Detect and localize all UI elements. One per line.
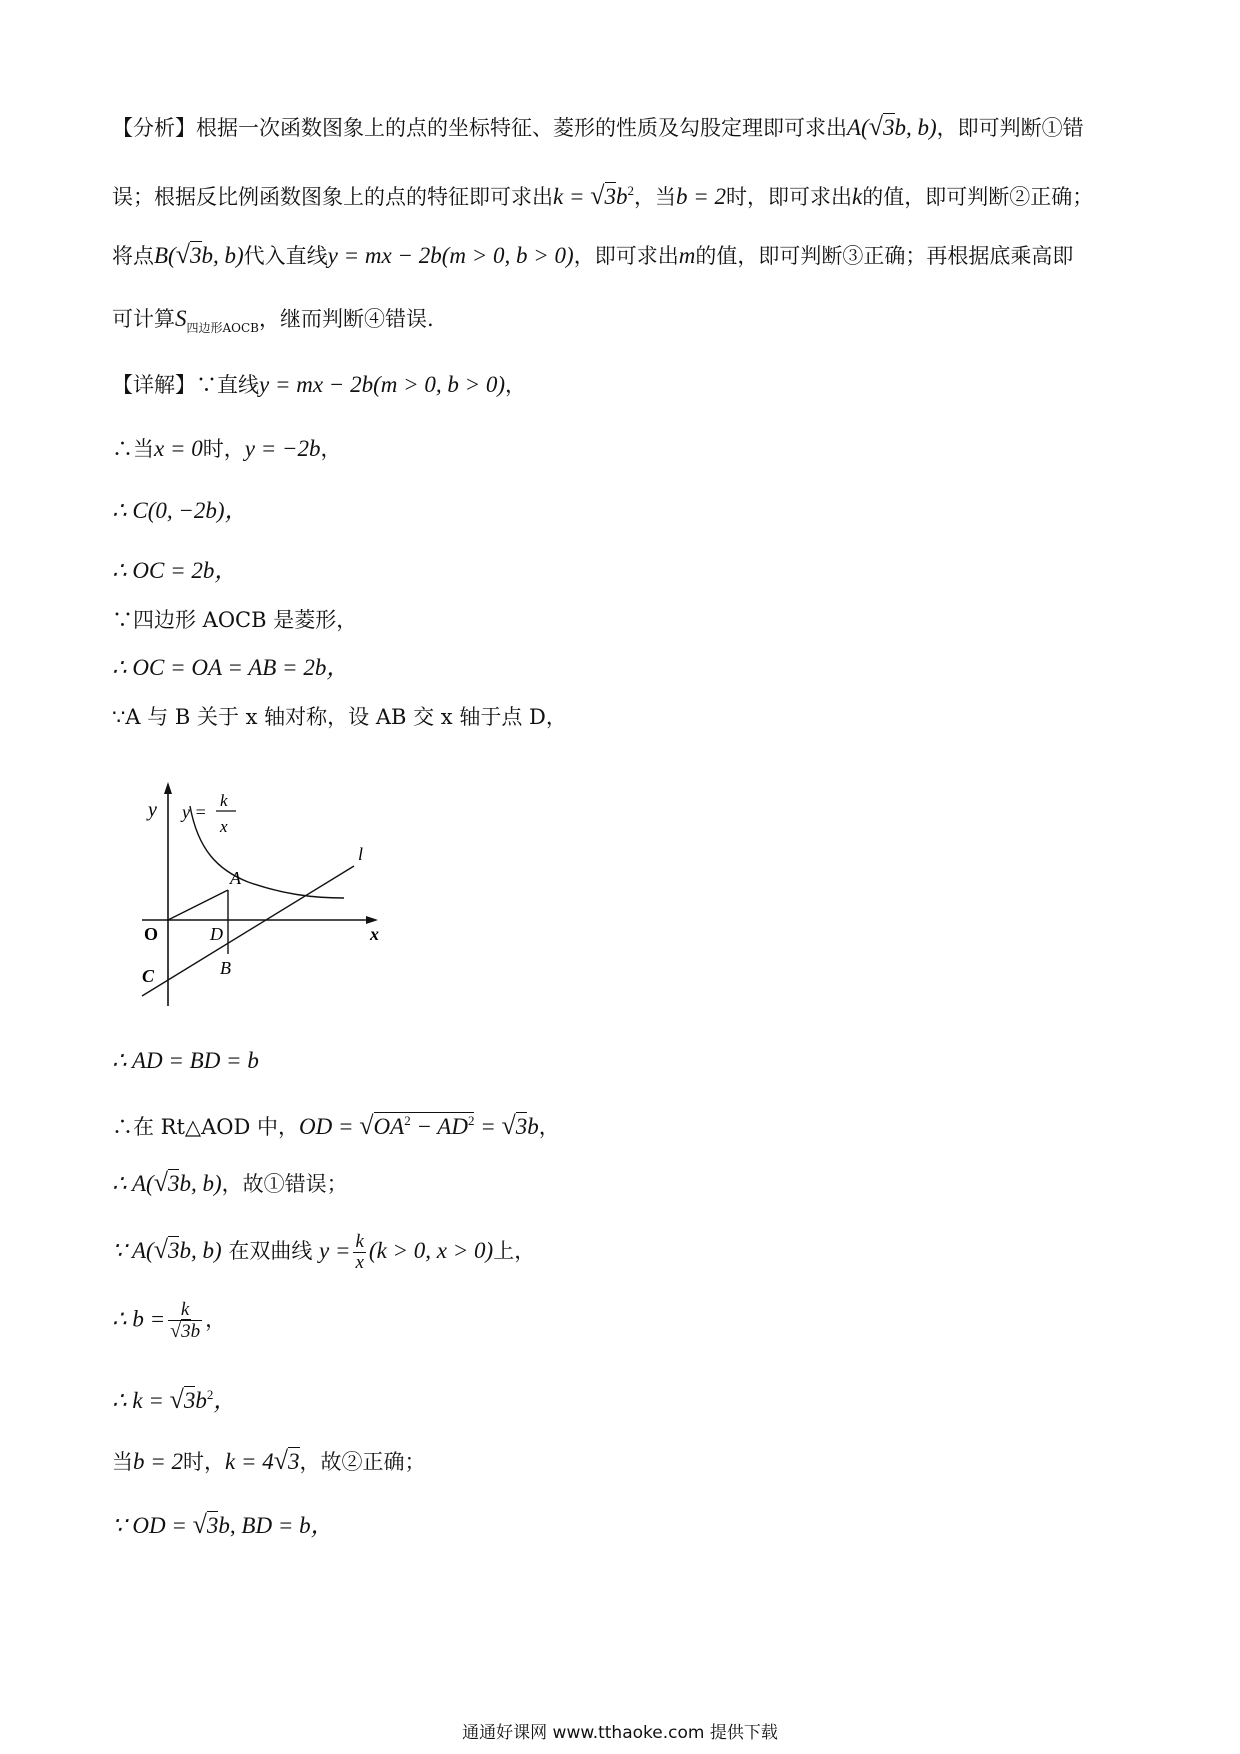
m-var: m	[678, 243, 696, 268]
hyperbola-curve	[190, 806, 344, 898]
origin-label: O	[144, 924, 159, 944]
line-equation: y = mx − 2b(m > 0, b > 0)	[327, 243, 574, 268]
od-bd-expr: ∵ OD = √3b, BD = b，	[112, 1510, 334, 1539]
solution-text: 【详解】∵直线	[112, 373, 259, 397]
analysis-line-2	[112, 176, 1093, 212]
fraction-numerator: k	[180, 1299, 190, 1320]
b-eq: b = 2	[676, 184, 727, 209]
solution-line-9	[112, 1106, 560, 1142]
solution-text: ，	[320, 437, 342, 461]
k-var: k	[852, 184, 863, 209]
solution-line-1	[112, 370, 526, 400]
solution-line-10	[112, 1168, 348, 1199]
area-subscript: 四边形AOCB	[186, 321, 260, 335]
analysis-text: 误；根据反比例函数图象上的点的特征即可求出	[112, 185, 553, 209]
od-expr: OD = $√OA^2 - AD^2 = √3b$	[298, 1111, 539, 1140]
y-eq: y = −2b	[244, 436, 321, 461]
curve-y: y =	[319, 1238, 351, 1263]
point-d-label: D	[210, 924, 223, 944]
solution-line-3: ∴ C(0, −2b)，	[112, 498, 248, 523]
k-value: k = 4√3	[225, 1446, 300, 1475]
solution-line-5: ∵四边形 AOCB 是菱形，	[112, 608, 358, 632]
analysis-line-1	[112, 112, 1084, 143]
analysis-text: 的值，即可判断②正确；	[862, 185, 1094, 209]
b-fraction	[168, 1300, 202, 1342]
solution-line-2	[112, 434, 341, 464]
solution-text: 上，	[493, 1239, 536, 1263]
k-expr: $k = √3b^2$	[553, 181, 635, 210]
point-a-expr: A(√3b, b)	[847, 112, 937, 141]
line-equation: y = mx − 2b(m > 0, b > 0)	[259, 372, 506, 397]
solution-line-12	[112, 1300, 226, 1342]
analysis-text: 可计算	[112, 307, 175, 331]
solution-text: ，	[538, 1115, 560, 1139]
analysis-text: ，继而判断④错误.	[259, 307, 434, 331]
y-axis-arrow	[164, 782, 172, 794]
analysis-text: ，即可求出	[573, 244, 679, 268]
solution-text: 时，	[202, 437, 245, 461]
analysis-text: ，当	[634, 185, 677, 209]
point-b-expr: B(√3b, b)	[154, 240, 244, 269]
solution-text: ，	[505, 373, 527, 397]
solution-line-15	[112, 1510, 334, 1541]
page-footer: 通通好课网 www.tthaoke.com 提供下载	[462, 1723, 778, 1743]
b-expr: ∴ b =	[112, 1306, 166, 1332]
point-a-label: A	[230, 868, 241, 888]
analysis-line-3	[112, 240, 1073, 271]
solution-text: ，故②正确；	[299, 1450, 426, 1474]
y-axis-label: y	[148, 799, 157, 821]
segment-oa	[168, 890, 228, 920]
line-l-label: l	[358, 844, 364, 864]
solution-line-7: ∵A 与 B 关于 x 轴对称，设 AB 交 x 轴于点 D，	[112, 705, 567, 729]
fraction-denominator: x	[355, 1252, 364, 1273]
analysis-text: 【分析】根据一次函数图象上的点的坐标特征、菱形的性质及勾股定理即可求出	[112, 116, 847, 140]
analysis-text: ，即可判断①错	[936, 116, 1084, 140]
solution-text: ∴在 Rt△AOD 中，	[112, 1115, 299, 1139]
solution-text: 在双曲线	[221, 1239, 319, 1263]
solution-line-8: ∴ AD = BD = b	[112, 1048, 259, 1073]
curve-condition: (k > 0, x > 0)	[368, 1238, 494, 1263]
solution-text: ∴当	[112, 437, 154, 461]
point-b-label: B	[220, 958, 231, 978]
fraction-numerator: k	[355, 1231, 364, 1252]
k-result: ∴ $k = √3b^2$，	[112, 1385, 237, 1414]
x-axis-arrow	[366, 916, 378, 924]
curve-label: y =	[182, 802, 207, 822]
conclusion-1-text: ，故①错误；	[221, 1172, 348, 1196]
solution-line-6: ∴ OC = OA = AB = 2b，	[112, 655, 350, 680]
curve-label-num: k	[220, 791, 228, 810]
solution-line-4: ∴ OC = 2b，	[112, 558, 238, 583]
analysis-text: 的值，即可判断③正确；再根据底乘高即	[695, 244, 1074, 268]
solution-text: 时，	[183, 1450, 226, 1474]
point-c-label: C	[142, 966, 155, 986]
graph-figure	[132, 770, 412, 1010]
analysis-text: 代入直线	[243, 244, 328, 268]
solution-line-14	[112, 1446, 426, 1477]
line-l	[142, 866, 354, 996]
solution-line-13	[112, 1380, 236, 1416]
analysis-text: 时，即可求出	[726, 185, 853, 209]
solution-text: ，	[205, 1307, 227, 1332]
analysis-line-4	[112, 304, 434, 343]
curve-fraction	[353, 1232, 365, 1273]
conclusion-1: ∴ A(√3b, b)	[112, 1168, 222, 1197]
fraction-denominator: √3b	[170, 1320, 201, 1342]
area-symbol: S	[175, 306, 187, 331]
analysis-text: 将点	[112, 244, 154, 268]
solution-line-11	[112, 1232, 535, 1273]
solution-text: 当	[112, 1450, 133, 1474]
x-axis-label: x	[370, 924, 379, 944]
curve-label-den: x	[220, 817, 228, 836]
b-eq: b = 2	[133, 1449, 184, 1474]
x-eq: x = 0	[154, 436, 203, 461]
point-a-on-curve: ∵ A(√3b, b)	[112, 1235, 222, 1264]
